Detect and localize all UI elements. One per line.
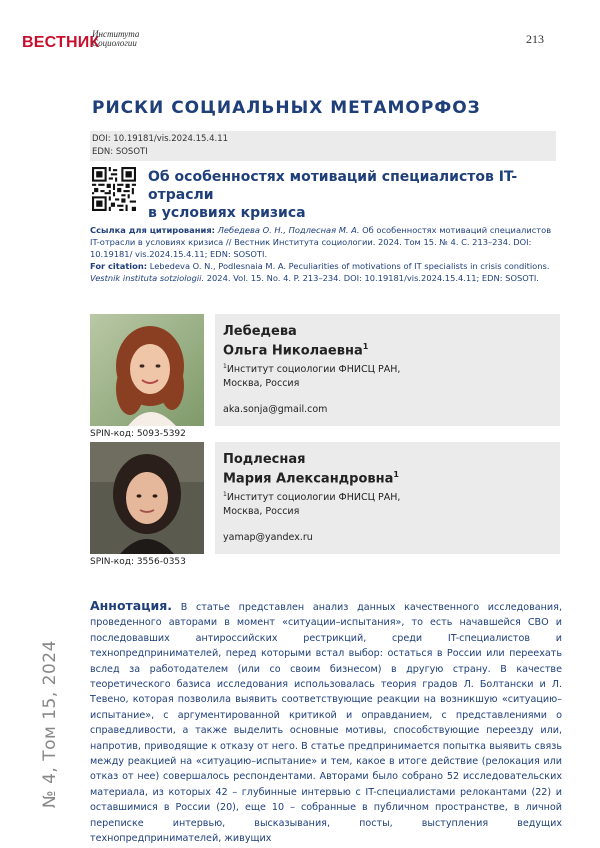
logo-main-text: ВЕСТНИК <box>22 34 100 51</box>
citation-en-text-1: Lebedeva O. N., Podlesnaia M. A. Peculiarities of motivations of IT specialists in crisis conditions. <box>147 261 550 271</box>
citation-en-journal: Vestnik <box>90 273 121 283</box>
citation-en-label: For citation: <box>90 261 148 271</box>
spin-code-1: SPIN-код: 5093-5392 <box>90 429 186 439</box>
citation-ru-text-2: IT-отрасли в условиях кризиса // Вестник Института социологии. 2024. Том 15. № 4. С. 213–234. DOI: 10.19181/ <box>90 237 532 259</box>
author-email-2[interactable]: yamap@yandex.ru <box>223 532 313 543</box>
abstract-label: Аннотация. <box>90 598 173 613</box>
author-sup-1: 1 <box>362 342 369 351</box>
author-email-1[interactable]: aka.sonja@gmail.com <box>223 404 328 415</box>
author-card-2 <box>215 442 560 554</box>
citation-ru-text-3: vis.2024.15.4.11; EDN: SOSOTI. <box>135 249 268 259</box>
citation-ru-text-1: Об особенностях мотиваций специалистов <box>359 225 552 235</box>
citation-ru-authors: Лебедева О. Н., Подлесная М. А. <box>217 225 360 235</box>
logo-sub-text <box>92 30 139 48</box>
author-aff-sup-2: 1 <box>223 491 227 498</box>
citation-block <box>90 224 560 284</box>
author-aff-line1-2: Институт социологии ФНИСЦ РАН, <box>226 492 401 504</box>
spin-code-2: SPIN-код: 3556-0353 <box>90 557 186 567</box>
article-title-line1: Об особенностях мотиваций специалистов IT-отрасли <box>148 169 518 203</box>
author-surname-2: Подлесная <box>223 452 306 467</box>
qr-code-icon <box>92 167 136 211</box>
citation-en-text-2: 2024. Vol. 15. No. 4. P. 213–234. DOI: 10.19181/vis.2024.15.4.11; EDN: SOSOTI. <box>204 273 539 283</box>
edn-text: EDN: SOSOTI <box>92 147 148 157</box>
doi-box <box>90 131 556 161</box>
author-given-name-1: Ольга Николаевна <box>223 343 363 359</box>
author-given-name-2: Мария Александровна <box>223 471 394 487</box>
issue-vertical-label: № 4, Том 15, 2024 <box>40 640 60 808</box>
abstract-text: В статье представлен анализ данных качественного исследования, проведенного авторами в момент «ситуации–испытания», то есть начавшейся СВО и последовавших антироссийских рестрикций, среди IT-специалистов и технопредпринимателей, перед которыми встал выбор: остаться в России или переехать вслед за работодателем (или со своим бизнесом) в другую страну. В качестве теоретического базиса исследования использовалась теория градов Л. Болтански и Л. Тевено, которая позволила выявить соответствующие реакции на возникшую «ситуацию–испытание», с аргументированной критикой и оправданием, с представлениями о справедливости, а также выделить основные мотивы, способствующие переезду или, напротив, приводящие к отказу от него. В статье предпринимается попытка выявить связь между реакцией на «ситуацию–испытание» и тем, какое в итоге действие (релокация или отказ от нее) совершалось респондентами. Авторами было собрано 52 исследовательских материала, из которых 42 – глубинные интервью с IT-специалистами релокантами (22) и оставшимися в России (20), еще 10 – собранные в публичном пространстве, в личной переписке интервью, высказывания, посты, выступления ведущих технопредпринимателей, живущих <box>90 602 562 845</box>
citation-ru-label: Ссылка для цитирования: <box>90 225 215 235</box>
author-affiliation-2 <box>223 488 400 519</box>
author-photo-2 <box>90 442 204 554</box>
author-aff-line1-1: Институт социологии ФНИСЦ РАН, <box>226 364 401 376</box>
author-surname-1: Лебедева <box>223 324 297 339</box>
author-sup-2: 1 <box>393 470 399 479</box>
author-aff-sup-1: 1 <box>223 363 227 370</box>
article-title-line2: в условиях кризиса <box>148 205 306 221</box>
author-affiliation-1 <box>223 360 400 391</box>
author-card-1 <box>215 314 560 426</box>
section-title: РИСКИ СОЦИАЛЬНЫХ МЕТАМОРФОЗ <box>92 98 481 118</box>
author-name-2 <box>223 452 399 486</box>
logo-sub-line1: Института <box>92 29 140 39</box>
doi-link[interactable]: DOI: 10.19181/vis.2024.15.4.11 <box>92 134 229 144</box>
abstract <box>90 598 562 847</box>
author-aff-line2-2: Москва, Россия <box>223 506 300 518</box>
author-photo-1 <box>90 314 204 426</box>
author-aff-line2-1: Москва, Россия <box>223 378 300 390</box>
logo-sub-line2: Социологии <box>92 38 137 48</box>
author-name-1 <box>223 324 368 358</box>
page-number: 213 <box>526 32 544 46</box>
article-title <box>148 168 568 222</box>
citation-en-journal-2: instituta sotziologii. <box>122 273 205 283</box>
